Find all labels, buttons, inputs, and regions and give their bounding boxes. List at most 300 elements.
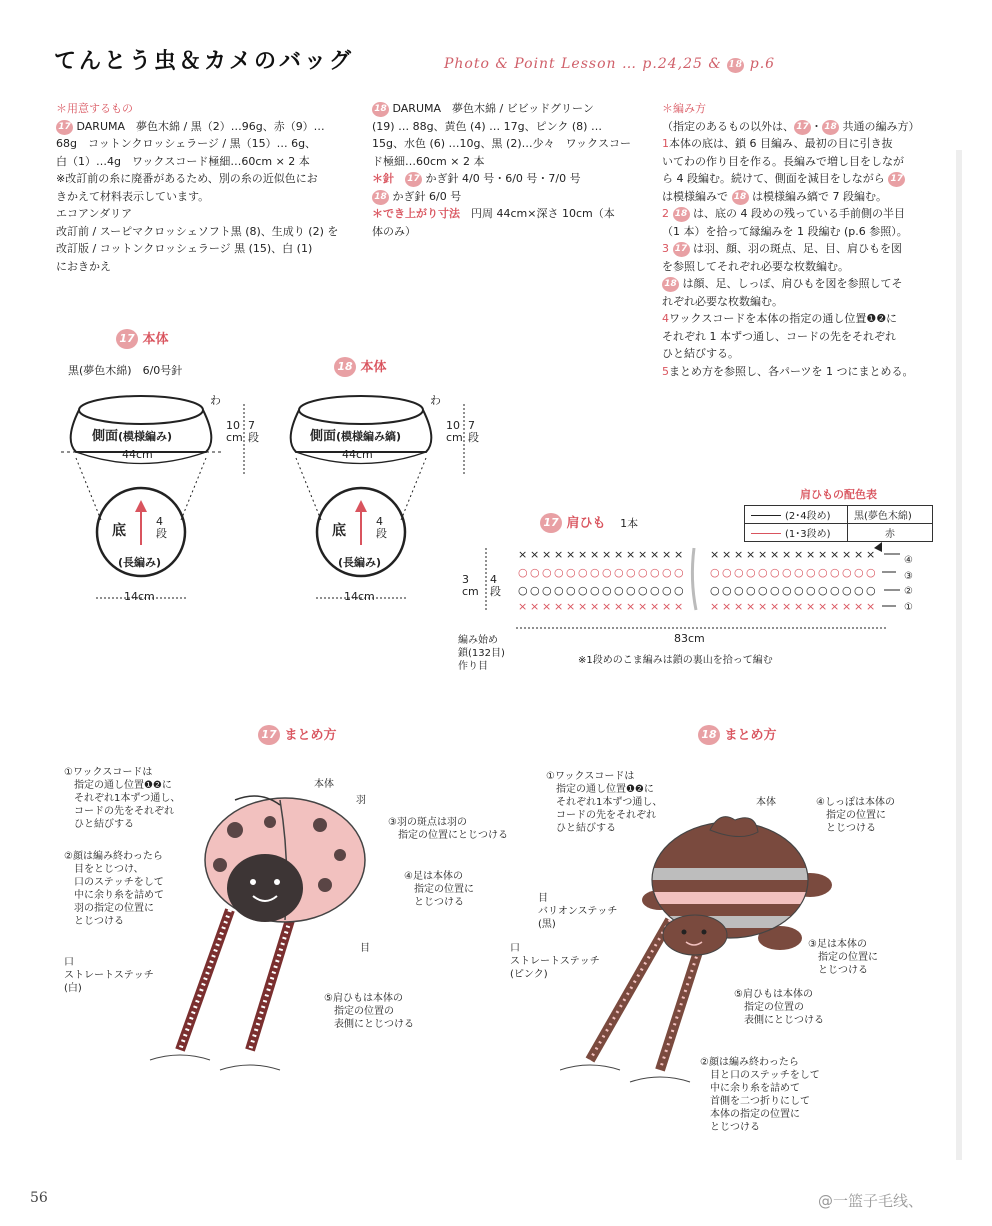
- step-text: ら 4 段編む。続けて、側面を減目をしながら: [662, 172, 885, 185]
- stitch-symbol: ○: [734, 566, 744, 579]
- materials-line-3: 白（1）…4g ワックスコード極細…60cm × 2 本: [56, 154, 310, 168]
- badge-18: 18: [673, 207, 690, 222]
- assembly17-note-2: ②顔は編み終わったら 目をとじつけ、 口のステッチをして 中に余り糸を詰めて 羽の指定の位置に とじつける: [64, 851, 164, 927]
- guide-line: [76, 458, 101, 520]
- ground-line: [630, 1077, 690, 1082]
- step-1: [662, 135, 942, 153]
- materials18-text: DARUMA 夢色木綿 / ビビッドグリーン: [392, 102, 594, 115]
- stitch-symbol: ○: [806, 566, 816, 579]
- wa-label: わ: [430, 394, 441, 407]
- table-row: [745, 524, 933, 542]
- start-line: 鎖(132目): [458, 648, 505, 659]
- badge-17: 17: [405, 172, 422, 187]
- stitch-symbol: ×: [650, 548, 660, 561]
- needle-line-18: [372, 188, 652, 206]
- stitch-symbol: ○: [542, 584, 552, 597]
- stitch-symbol: ○: [842, 566, 852, 579]
- page-number: 56: [30, 1190, 48, 1206]
- stitch-symbol: ×: [734, 600, 744, 613]
- side-text: 側面: [310, 429, 337, 444]
- assembly18-eye: 目 バリオンステッチ (黒): [538, 893, 618, 930]
- stitch-symbol: ×: [590, 548, 600, 561]
- step-text: は、底の 4 段めの残っている手前側の半目: [693, 207, 905, 220]
- stitch-symbol: ×: [794, 548, 804, 561]
- step-number: 2: [662, 207, 669, 220]
- stitch-symbol: ○: [758, 566, 768, 579]
- step-4: [662, 310, 942, 328]
- guide-line: [401, 458, 426, 520]
- stitch-symbol: ×: [614, 548, 624, 561]
- eye: [250, 879, 256, 885]
- stitch-symbol: ○: [602, 584, 612, 597]
- materials-line-4: ※改訂前の糸に廃番があるため、別の糸の近似色にお: [56, 172, 318, 185]
- step-5: [662, 363, 942, 381]
- step-text: それぞれ 1 本ずつ通し、コードの先をそれぞれ: [662, 329, 896, 343]
- step-text: ワックスコードを本体の指定の通し位置❶❷に: [669, 312, 898, 325]
- assembly17-body: 本体: [314, 779, 334, 790]
- row-label: (1･3段め): [785, 529, 831, 540]
- side-label: [310, 425, 401, 444]
- lesson-prefix: Photo & Point Lesson … p.24,25 &: [444, 56, 722, 72]
- stitch-symbol: ○: [566, 584, 576, 597]
- row-number: ④: [904, 555, 913, 566]
- stitch-symbol: ○: [830, 566, 840, 579]
- assembly18-body: 本体: [756, 797, 776, 808]
- stitch-symbol: ×: [722, 548, 732, 561]
- diagram17-heading: [116, 328, 169, 349]
- stitch-symbol: ×: [734, 548, 744, 561]
- stitch-symbol: ×: [578, 548, 588, 561]
- dot: ・: [811, 119, 822, 133]
- color-table-grid: [744, 505, 933, 542]
- method-intro: [662, 118, 942, 136]
- badge-17: 17: [673, 242, 690, 257]
- stitch-symbol: ○: [770, 584, 780, 597]
- badge-17: 17: [540, 513, 562, 533]
- size-text: 円周 44cm×深さ 10cm（本: [471, 207, 615, 220]
- strap-chart: [476, 540, 946, 650]
- stitch-symbol: ○: [782, 584, 792, 597]
- badge-18: 18: [334, 357, 356, 377]
- guide-line: [296, 458, 321, 520]
- materials-18-column: [372, 100, 652, 240]
- assembly18-note-5: ⑤肩ひもは本体の 指定の位置の 表側にとじつける: [734, 989, 824, 1026]
- arrow-head: [355, 500, 367, 512]
- table-cell: 黒(夢色木綿): [848, 506, 933, 524]
- materials-line-8: 改訂版 / コットンクロッシェラージ 黒 (15)、白 (1): [56, 242, 313, 255]
- assembly18-note-3: ③足は本体の 指定の位置に とじつける: [808, 939, 878, 976]
- lesson-reference: [444, 56, 775, 73]
- stitch-symbol: ×: [854, 548, 864, 561]
- table-cell: [745, 506, 848, 524]
- ground-line: [560, 1065, 620, 1070]
- row-label: (2･4段め): [785, 511, 831, 522]
- size-line: [372, 205, 652, 223]
- stitch-symbol: ○: [722, 566, 732, 579]
- stitch-symbol: ○: [626, 566, 636, 579]
- stitch-symbol: ○: [602, 566, 612, 579]
- stitch-symbol: ○: [590, 584, 600, 597]
- stitch-symbol: ○: [710, 584, 720, 597]
- assembly17-eye: 目: [360, 943, 370, 954]
- rows-label: 7段: [248, 419, 259, 444]
- stitch-symbol: ×: [662, 548, 672, 561]
- lesson-badge: 18: [727, 58, 744, 73]
- start-line: 編み始め: [458, 635, 498, 646]
- stitch-symbol: ○: [842, 584, 852, 597]
- assembly17-mouth: 口 ストレートステッチ (白): [64, 957, 154, 994]
- materials-line-1: [56, 118, 356, 136]
- spot: [213, 858, 227, 872]
- strap-left: [590, 920, 670, 1060]
- ground-line: [150, 1055, 210, 1060]
- materials-line-9: におきかえ: [56, 259, 111, 273]
- stitch-symbol: ○: [638, 584, 648, 597]
- stitch-symbol: ×: [746, 600, 756, 613]
- stitch-symbol: ×: [674, 548, 684, 561]
- diagram17-title: 本体: [142, 332, 169, 347]
- stitch-symbol: ×: [818, 548, 828, 561]
- stitch-symbol: ○: [674, 584, 684, 597]
- stitch-rows: [518, 548, 876, 613]
- stitch-symbol: ×: [590, 600, 600, 613]
- rows-label: 7段: [468, 419, 479, 444]
- method-heading: ＊編み方: [662, 102, 706, 115]
- strap-count: 1本: [620, 517, 639, 530]
- intro-text: （指定のあるもの以外は、: [662, 119, 794, 133]
- spot: [318, 878, 332, 892]
- stitch-symbol: ×: [650, 600, 660, 613]
- badge-18: 18: [822, 120, 839, 135]
- bottom-stitch: (長編み): [338, 556, 382, 569]
- materials-line-2: 68g コットンクロッシェラージ / 黒（15）… 6g、: [56, 137, 317, 150]
- side-text: 側面: [92, 429, 119, 444]
- stitch-symbol: ×: [674, 600, 684, 613]
- stitch-symbol: ○: [830, 584, 840, 597]
- assembly17-note-4: ④足は本体の 指定の位置に とじつける: [404, 871, 474, 908]
- stitch-symbol: ×: [554, 548, 564, 561]
- stitch-symbol: ×: [866, 548, 876, 561]
- bottom-stitch: (長編み): [118, 556, 162, 569]
- stitch-symbol: ○: [542, 566, 552, 579]
- pattern-text: (模様編み): [118, 430, 173, 443]
- stitch-symbol: ○: [782, 566, 792, 579]
- materials18-line-4: ド極細…60cm × 2 本: [372, 154, 485, 168]
- step-text: は模様編みで: [662, 189, 728, 203]
- stitch-symbol: ×: [722, 600, 732, 613]
- materials-line-7: 改訂前 / スーピマクロッシェソフト黒 (8)、生成り (2) を: [56, 224, 339, 238]
- badge-18: 18: [662, 277, 679, 292]
- badge-18: 18: [372, 190, 389, 205]
- turtle-head: [663, 915, 727, 955]
- strap-height: 3 cm: [462, 573, 479, 598]
- size-line-2: 体のみ）: [372, 224, 416, 238]
- stitch-symbol: ○: [650, 584, 660, 597]
- stitch-symbol: ○: [866, 584, 876, 597]
- stitch-symbol: ○: [734, 584, 744, 597]
- stitch-symbol: ×: [746, 548, 756, 561]
- assembly17-wing: 羽: [356, 795, 366, 806]
- stitch-symbol: ×: [806, 548, 816, 561]
- stitch-symbol: ×: [638, 600, 648, 613]
- guide-line: [181, 458, 206, 520]
- stitch-symbol: ×: [818, 600, 828, 613]
- start-line: 作り目: [458, 661, 488, 672]
- step-text: は模様編み縞で 7 段編む。: [752, 189, 887, 203]
- circ-label: 44cm: [342, 448, 373, 461]
- stitch-symbol: ×: [626, 548, 636, 561]
- ladybug-face: [227, 854, 303, 922]
- materials18-line-1: [372, 100, 652, 118]
- badge-18: 18: [732, 190, 749, 205]
- stitch-symbol: ×: [542, 600, 552, 613]
- needle-17-text: かぎ針 4/0 号・6/0 号・7/0 号: [425, 172, 581, 185]
- lesson-suffix: p.6: [749, 56, 776, 72]
- assembly18-note-1: ①ワックスコードは 指定の通し位置❶❷に それぞれ1本ずつ通し、 コードの先をそれぞれ ひと結びする: [546, 771, 663, 834]
- badge-18: 18: [698, 725, 720, 745]
- spot: [334, 849, 346, 861]
- diagram18-heading: [334, 356, 387, 377]
- spot: [227, 822, 243, 838]
- stitch-symbol: ×: [830, 600, 840, 613]
- stitch-symbol: ×: [530, 600, 540, 613]
- eye: [682, 930, 687, 935]
- stitch-symbol: ×: [758, 548, 768, 561]
- table-cell: [745, 524, 848, 542]
- stitch-symbol: ×: [638, 548, 648, 561]
- stitch-symbol: ×: [866, 600, 876, 613]
- badge-17: 17: [56, 120, 73, 135]
- step-2: [662, 205, 942, 223]
- stitch-symbol: ○: [590, 566, 600, 579]
- stitch-symbol: ×: [566, 548, 576, 561]
- assembly17-note-1: ①ワックスコードは 指定の通し位置❶❷に それぞれ1本ずつ通し、 コードの先をそれぞれ ひと結びする: [64, 767, 181, 830]
- badge-18: 18: [372, 102, 389, 117]
- color-table: [744, 486, 933, 542]
- stitch-symbol: ×: [530, 548, 540, 561]
- strap-start: [458, 634, 505, 673]
- stitch-symbol: ×: [794, 600, 804, 613]
- step-text: ひと結びする。: [662, 347, 739, 360]
- stitch-symbol: ×: [782, 548, 792, 561]
- strap-length: 83cm: [674, 632, 705, 645]
- stitch-symbol: ○: [722, 584, 732, 597]
- break-mark: [692, 548, 696, 610]
- stitch-symbol: ×: [614, 600, 624, 613]
- stitch-symbol: ○: [770, 566, 780, 579]
- needle-line-17: [372, 170, 652, 188]
- stitch-symbol: ○: [806, 584, 816, 597]
- arrow-head: [135, 500, 147, 512]
- stitch-symbol: ○: [578, 584, 588, 597]
- step-text: れぞれ必要な枚数編む。: [662, 294, 783, 308]
- watermark: @一篮子毛线、: [818, 1192, 924, 1210]
- stitch-symbol: ×: [602, 600, 612, 613]
- stitch-symbol: ○: [566, 566, 576, 579]
- stitch-symbol: ×: [626, 600, 636, 613]
- assembly18-mouth: 口 ストレートステッチ (ピンク): [510, 943, 600, 980]
- assembly17-note-3: ③羽の斑点は羽の 指定の位置にとじつける: [388, 817, 508, 841]
- stitch-symbol: ○: [746, 584, 756, 597]
- step-3-b: [662, 275, 942, 293]
- page-title: てんとう虫＆カメのバッグ: [54, 49, 355, 74]
- row-number: ②: [904, 586, 913, 597]
- stitch-symbol: ×: [518, 600, 528, 613]
- step-number: 4: [662, 312, 669, 325]
- assembly18-heading: [698, 724, 777, 745]
- stitch-symbol: ○: [650, 566, 660, 579]
- table-row: [745, 506, 933, 524]
- stitch-symbol: ○: [794, 566, 804, 579]
- badge-17: 17: [888, 172, 905, 187]
- stitch-symbol: ×: [602, 548, 612, 561]
- materials18-line-3: 15g、水色 (6) …10g、黒 (2)…少々 ワックスコー: [372, 137, 631, 150]
- badge-17: 17: [258, 725, 280, 745]
- step-number: 5: [662, 364, 669, 378]
- stitch-symbol: ○: [638, 566, 648, 579]
- row-arrows: [882, 554, 900, 606]
- materials18-line-2: (19) … 88g、黄色 (4) … 17g、ピンク (8) …: [372, 119, 602, 133]
- materials-column: [56, 100, 356, 275]
- width-label: 14cm: [344, 590, 375, 603]
- assembly18-title: まとめ方: [724, 728, 777, 743]
- table-cell: 赤: [848, 524, 933, 542]
- top-rim: [79, 396, 203, 424]
- diagram18-svg: [276, 380, 486, 610]
- width-label: 14cm: [124, 590, 155, 603]
- row-number: ①: [904, 601, 913, 613]
- stitch-symbol: ×: [842, 548, 852, 561]
- stitch-symbol: ×: [566, 600, 576, 613]
- strap-heading: [540, 512, 638, 533]
- stitch-symbol: ○: [854, 566, 864, 579]
- top-rim: [299, 396, 423, 424]
- intro-text: 共通の編み方）: [842, 119, 920, 133]
- side-label: [92, 425, 172, 444]
- wa-label: わ: [210, 394, 221, 407]
- step-1-line3: [662, 170, 942, 188]
- diagram17-svg: [56, 380, 266, 610]
- stitch-symbol: ×: [710, 548, 720, 561]
- stitch-symbol: ×: [770, 548, 780, 561]
- stitch-symbol: ○: [818, 566, 828, 579]
- stitch-symbol: ×: [578, 600, 588, 613]
- assembly17-note-5: ⑤肩ひもは本体の 指定の位置の 表側にとじつける: [324, 993, 414, 1030]
- height-label: 10 cm: [226, 419, 243, 444]
- page-edge: [956, 150, 962, 1160]
- stitch-symbol: ○: [662, 566, 672, 579]
- eye: [702, 930, 707, 935]
- needle-heading: ＊針: [372, 172, 394, 185]
- step-text: 本体の底は、鎖 6 目編み、最初の目に引き抜: [669, 137, 893, 150]
- step-number: 3: [662, 242, 669, 255]
- stitch-symbol: ○: [554, 584, 564, 597]
- assembly17-title: まとめ方: [284, 728, 337, 743]
- step-text: は羽、顔、羽の斑点、足、目、肩ひもを図: [693, 242, 902, 255]
- color-table-title: 肩ひもの配色表: [800, 488, 877, 501]
- stitch-symbol: ○: [518, 584, 528, 597]
- stitch-symbol: ○: [662, 584, 672, 597]
- bottom-rows: 4段: [376, 515, 387, 540]
- stitch-symbol: ○: [866, 566, 876, 579]
- bottom-rows: 4段: [156, 515, 167, 540]
- stitch-symbol: ○: [518, 566, 528, 579]
- stitch-symbol: ×: [854, 600, 864, 613]
- stitch-symbol: ○: [614, 566, 624, 579]
- stitch-symbol: ×: [830, 548, 840, 561]
- diagram18-title: 本体: [360, 360, 387, 375]
- strap-rows: 4段: [490, 573, 501, 598]
- step-text: は顔、足、しっぽ、肩ひもを図を参照してそ: [682, 277, 903, 290]
- spot: [264, 816, 276, 828]
- materials-line-5: きかえて材料表示しています。: [56, 189, 210, 203]
- stitch-symbol: ○: [554, 566, 564, 579]
- step-1-line4: [662, 188, 942, 206]
- stitch-symbol: ×: [770, 600, 780, 613]
- materials-text: DARUMA 夢色木綿 / 黒（2）…96g、赤（9）…: [76, 119, 325, 133]
- step-text: いてわの作り目を作る。長編みで増し目をしなが: [662, 154, 904, 168]
- stitch-symbol: ○: [626, 584, 636, 597]
- needle-18-text: かぎ針 6/0 号: [392, 189, 462, 203]
- step-3: [662, 240, 942, 258]
- stitch-symbol: ○: [530, 584, 540, 597]
- strap-title: 肩ひも: [566, 516, 606, 531]
- size-heading: ＊でき上がり寸法: [372, 207, 460, 220]
- badge-17: 17: [116, 329, 138, 349]
- eye: [274, 879, 280, 885]
- stitch-symbol: ○: [710, 566, 720, 579]
- height-label: 10 cm: [446, 419, 463, 444]
- row-number: ③: [904, 570, 913, 582]
- stitch-symbol: ×: [710, 600, 720, 613]
- step-text: を参照してそれぞれ必要な枚数編む。: [662, 259, 849, 273]
- stitch-symbol: ○: [614, 584, 624, 597]
- materials-line-6: エコアンダリア: [56, 207, 133, 220]
- stitch-symbol: ×: [662, 600, 672, 613]
- badge-17: 17: [794, 120, 811, 135]
- strap-note: ※1段めのこま編みは鎖の裏山を拾って編む: [578, 655, 773, 666]
- stitch-symbol: ×: [782, 600, 792, 613]
- assembly17-heading: [258, 724, 337, 745]
- stitch-symbol: ○: [794, 584, 804, 597]
- diagram17-yarn: 黒(夢色木綿) 6/0号針: [68, 364, 183, 377]
- stitch-symbol: ×: [806, 600, 816, 613]
- stitch-symbol: ×: [758, 600, 768, 613]
- assembly18-note-2: ②顔は編み終わったら 目と口のステッチをして 中に余り糸を詰めて 首側を二つ折りにして 本体の指定の位置に とじつける: [700, 1057, 820, 1133]
- row-numbers: [904, 553, 913, 615]
- stitch-symbol: ○: [854, 584, 864, 597]
- bottom-label: 底: [332, 523, 346, 539]
- stitch-symbol: ○: [818, 584, 828, 597]
- step-text: （1 本）を拾って縁編みを 1 段編む (p.6 参照）。: [662, 224, 908, 238]
- stitch-symbol: ×: [554, 600, 564, 613]
- pattern-text: (模様編み縞): [336, 430, 402, 443]
- stitch-symbol: ○: [674, 566, 684, 579]
- stitch-symbol: ○: [578, 566, 588, 579]
- stitch-symbol: ×: [542, 548, 552, 561]
- ground-line: [220, 1065, 280, 1070]
- stitch-symbol: ×: [842, 600, 852, 613]
- stitch-symbol: ○: [758, 584, 768, 597]
- assembly18-note-4: ④しっぽは本体の 指定の位置に とじつける: [816, 797, 895, 834]
- stitch-symbol: ○: [746, 566, 756, 579]
- spot: [313, 818, 327, 832]
- method-column: [662, 100, 942, 380]
- materials-heading: ＊用意するもの: [56, 102, 133, 115]
- stitch-symbol: ○: [530, 566, 540, 579]
- bottom-label: 底: [112, 523, 126, 539]
- circ-label: 44cm: [122, 448, 153, 461]
